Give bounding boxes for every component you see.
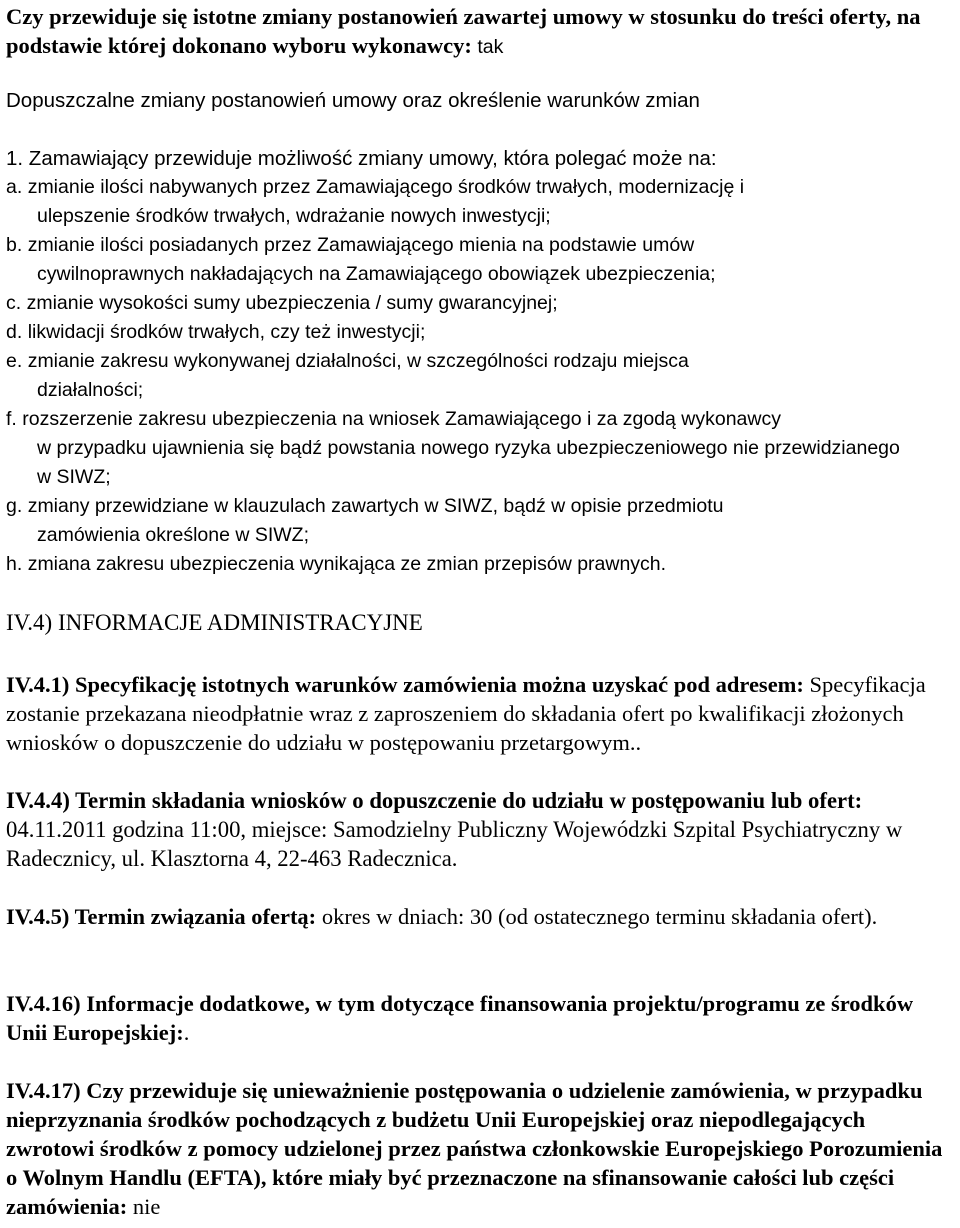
list-item-h: h. zmiana zakresu ubezpieczenia wynikająca ze zmian przepisów prawnych. (6, 553, 667, 575)
intro-line: 1. Zamawiający przewiduje możliwość zmiany umowy, która polegać może na: (6, 147, 717, 170)
list-item-b: b. zmianie ilości posiadanych przez Zamawiającego mienia na podstawie umów cywilnoprawnych nakładających na Zamawiającego obowiązek ubezpieczenia; (6, 234, 716, 285)
list-item-a: a. zmianie ilości nabywanych przez Zamawiającego środków trwałych, modernizację i ulepszenie środków trwałych, wdrażanie nowych inwestycji; (6, 176, 745, 227)
section-iv-4-1-label: IV.4.1) Specyfikację istotnych warunków zamówienia można uzyskać pod adresem: (6, 672, 804, 697)
allowed-changes-title: Dopuszczalne zmiany postanowień umowy oraz określenie warunków zmian (6, 89, 700, 112)
section-iv-4-4-label: IV.4.4) Termin składania wniosków o dopuszczenie do udziału w postępowaniu lub ofert: (6, 788, 863, 813)
section-iv-4-16 (6, 989, 956, 1047)
list-item-c: c. zmianie wysokości sumy ubezpieczenia / sumy gwarancyjnej; (6, 292, 558, 314)
list-item-d: d. likwidacji środków trwałych, czy też inwestycji; (6, 321, 426, 343)
section-iv-4-5-text: okres w dniach: 30 (od ostatecznego terminu składania ofert). (316, 904, 878, 929)
section-iv-4-17-text: nie (127, 1194, 161, 1219)
section-iv-4-5-label: IV.4.5) Termin związania ofertą: (6, 904, 317, 929)
section-iv-4-17 (6, 1076, 956, 1221)
section-iv-4-4-text: 04.11.2011 godzina 11:00, miejsce: Samodzielny Publiczny Wojewódzki Szpital Psychiatryczny w Radecznicy, ul. Klasztorna 4, 22-463 Radecznica. (6, 817, 903, 871)
section-iv-4-1-text: Specyfikacja zostanie przekazana nieodpłatnie wraz z zaproszeniem do składania ofert po kwalifikacji złożonych wniosków o dopuszczenie do udziału w postępowaniu przetargowym.. (6, 672, 926, 755)
list-item-f: f. rozszerzenie zakresu ubezpieczenia na wniosek Zamawiającego i za zgodą wykonawcy w przypadku ujawnienia się bądź powstania nowego ryzyka ubezpieczeniowego nie przewidzianego w SIWZ; (6, 408, 900, 488)
list-item-e: e. zmianie zakresu wykonywanej działalności, w szczególności rodzaju miejsca działalności; (6, 350, 689, 401)
section-iv-4-5 (6, 902, 956, 931)
section-iv-4-4 (6, 786, 956, 873)
section-iv-4-16-text: . (183, 1020, 190, 1045)
section-iv-4-17-label: IV.4.17) Czy przewiduje się unieważnienie postępowania o udzielenie zamówienia, w przypadku nieprzyznania środków pochodzących z budżetu Unii Europejskiej oraz niepodlegających zwrotowi środków z pomocy udzielonej przez państwa członkowskie Europejskiego Porozumienia o Wolnym Handlu (EFTA), które miały być przeznaczone na sfinansowanie całości lub części zamówienia: (6, 1078, 943, 1219)
section-iv-4-16-label: IV.4.16) Informacje dodatkowe, w tym dotyczące finansowania projektu/programu ze środków Unii Europejskiej: (6, 991, 914, 1045)
section-title: IV.4) INFORMACJE ADMINISTRACYJNE (6, 610, 423, 635)
changes-question-label: Czy przewiduje się istotne zmiany postanowień zawartej umowy w stosunku do treści oferty, na podstawie której dokonano wyboru wykonawcy: (6, 4, 921, 58)
changes-question-answer: tak (471, 36, 504, 58)
list-item-g: g. zmiany przewidziane w klauzulach zawartych w SIWZ, bądź w opisie przedmiotu zamówienia określone w SIWZ; (6, 495, 724, 546)
changes-question (6, 2, 956, 62)
section-iv-4-1 (6, 670, 956, 757)
